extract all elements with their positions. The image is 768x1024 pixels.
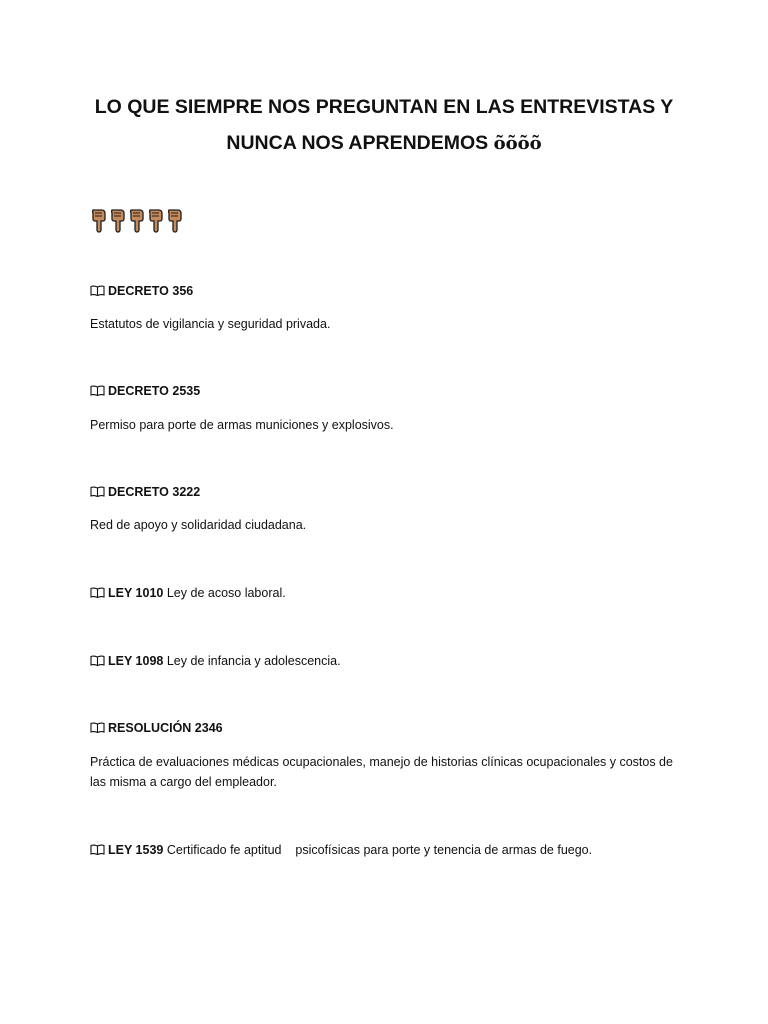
item-heading xyxy=(90,482,690,502)
item-label: LEY 1098 xyxy=(108,654,164,668)
item-description: Estatutos de vigilancia y seguridad privada. xyxy=(90,317,331,331)
pointing-down-hand-icon xyxy=(109,207,127,233)
open-book-icon xyxy=(90,385,105,396)
item-label: DECRETO 2535 xyxy=(108,384,201,398)
open-book-icon xyxy=(90,844,105,855)
title-glyphs: õõõõ xyxy=(493,133,542,154)
item-description: Permiso para porte de armas municiones y explosivos. xyxy=(90,418,394,432)
item-inline-text: Certificado fe aptitud psicofísicas para porte y tenencia de armas de fuego. xyxy=(166,843,593,857)
item-label: LEY 1010 xyxy=(108,586,164,600)
item-heading xyxy=(90,583,690,603)
item-heading xyxy=(90,651,690,671)
item-inline-text: Ley de acoso laboral. xyxy=(166,586,286,600)
item-heading xyxy=(90,840,690,860)
item-description: Práctica de evaluaciones médicas ocupacionales, manejo de historias clínicas ocupacionales y costos de las misma a cargo del empleador. xyxy=(90,755,673,789)
pointing-down-hand-icon xyxy=(128,207,146,233)
title-line-2 xyxy=(60,125,708,162)
open-book-icon xyxy=(90,655,105,666)
pointing-down-hand-icon xyxy=(166,207,184,233)
item-label: DECRETO 356 xyxy=(108,284,194,298)
document-title xyxy=(60,89,708,162)
title-line-1: LO QUE SIEMPRE NOS PREGUNTAN EN LAS ENTREVISTAS Y xyxy=(94,96,674,118)
pointing-down-hand-icon xyxy=(90,207,108,233)
item-inline-text: Ley de infancia y adolescencia. xyxy=(166,654,341,668)
item-description: Red de apoyo y solidaridad ciudadana. xyxy=(90,518,307,532)
item-label: RESOLUCIÓN 2346 xyxy=(108,721,223,735)
pointing-down-hands-row xyxy=(90,207,184,233)
open-book-icon xyxy=(90,486,105,497)
title-line-2-text: NUNCA NOS APRENDEMOS xyxy=(226,132,489,154)
item-heading xyxy=(90,718,690,738)
open-book-icon xyxy=(90,587,105,598)
item-heading xyxy=(90,381,690,401)
item-heading xyxy=(90,281,690,301)
item-label: DECRETO 3222 xyxy=(108,485,201,499)
open-book-icon xyxy=(90,285,105,296)
item-label: LEY 1539 xyxy=(108,843,164,857)
pointing-down-hand-icon xyxy=(147,207,165,233)
open-book-icon xyxy=(90,722,105,733)
